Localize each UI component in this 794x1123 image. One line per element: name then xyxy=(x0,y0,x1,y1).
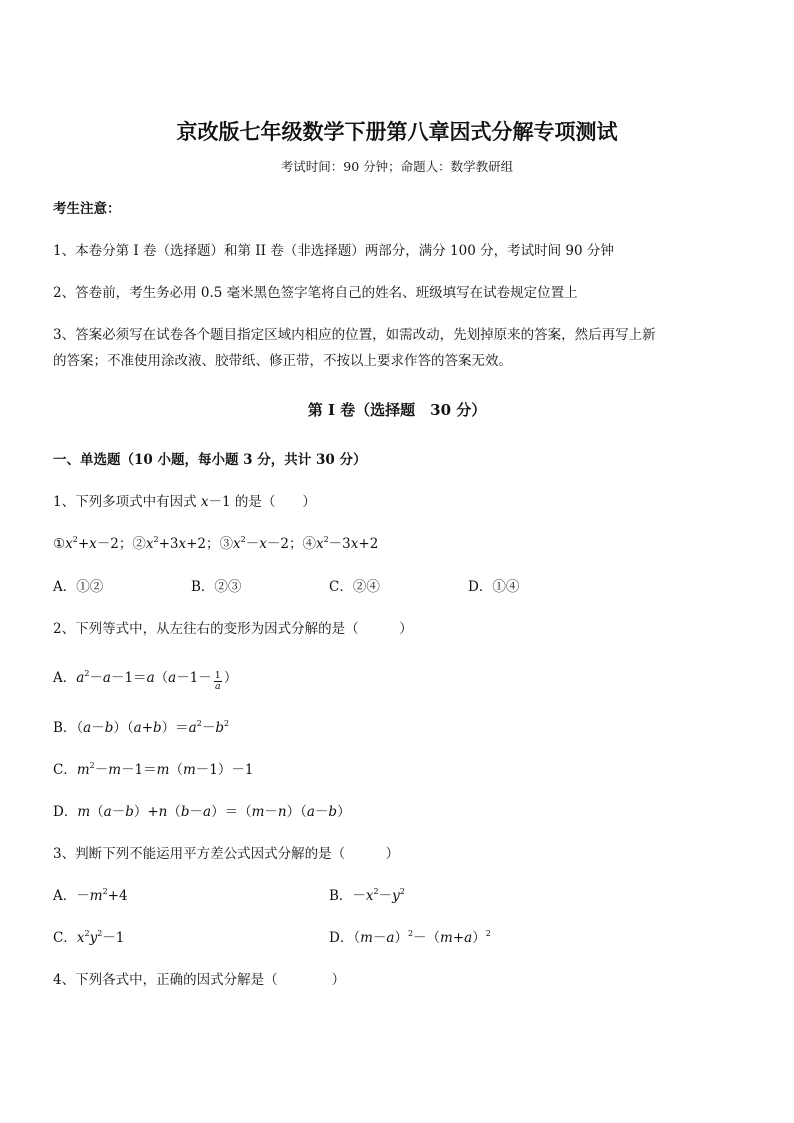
section-title: 第 I 卷（选择题 30 分） xyxy=(307,401,487,419)
question-1-option-b: B．②③ xyxy=(191,579,242,595)
page-title: 京改版七年级数学下册第八章因式分解专项测试 xyxy=(176,119,618,144)
notice-item-1: 1、本卷分第 I 卷（选择题）和第 II 卷（非选择题）两部分，满分 100 分，考试时间 90 分钟 xyxy=(53,243,614,259)
notice-item-2: 2、答卷前，考生务必用 0.5 毫米黑色签字笔将自己的姓名、班级填写在试卷规定位置上 xyxy=(53,285,578,301)
question-3-option-a: A．$-m^2+4$ xyxy=(53,887,128,904)
question-1-option-d: D．①④ xyxy=(468,579,520,595)
question-4-stem: 4、下列各式中，正确的因式分解是（ ） xyxy=(53,972,346,988)
question-2-stem: 2、下列等式中，从左往右的变形为因式分解的是（ ） xyxy=(53,621,413,637)
question-2-option-c: C．$m^2-m-1=m(m-1)-1$ xyxy=(53,761,254,778)
question-1-options: $①x^2+x-2$；$②x^2+3x+2$；$③x^2-x-2$；$④x^2-3x+2$ xyxy=(53,535,379,552)
question-2-option-b: B．$(a-b)(a+b)=a^2-b^2$ xyxy=(53,719,230,736)
question-3-option-b: B．$-x^2-y^2$ xyxy=(329,887,405,904)
question-1-option-a: A．①② xyxy=(53,579,104,595)
question-1-option-c: C．②④ xyxy=(329,579,380,595)
notice-heading: 考生注意： xyxy=(53,201,121,217)
notice-item-3-cont: 的答案；不准使用涂改液、胶带纸、修正带，不按以上要求作答的答案无效。 xyxy=(53,353,512,369)
question-3-option-c: C．$x^2y^2-1$ xyxy=(53,929,125,946)
question-2-option-a: A．$a^2-a-1=a(a-1-$ $\frac{1}{a}$ ） xyxy=(53,669,238,692)
fraction-one-over-a: $\frac{1}{a}$ xyxy=(214,670,221,692)
part-heading: 一、单选题（10 小题，每小题 3 分，共计 30 分） xyxy=(53,452,367,468)
notice-item-3: 3、答案必须写在试卷各个题目指定区域内相应的位置，如需改动，先划掉原来的答案，然后再写上新 xyxy=(53,327,656,343)
question-1-stem: 1、下列多项式中有因式 x－1 的是（ ） xyxy=(53,494,316,510)
question-3-stem: 3、判断下列不能运用平方差公式因式分解的是（ ） xyxy=(53,846,400,862)
question-3-option-d: D．$(m-a)^2-(m+a)^2$ xyxy=(329,929,491,946)
question-2-option-d: D．m（a－b）+n（b－a）＝（m－n）（a－b） xyxy=(53,804,351,820)
exam-info: 考试时间：90 分钟；命题人：数学教研组 xyxy=(280,159,514,174)
